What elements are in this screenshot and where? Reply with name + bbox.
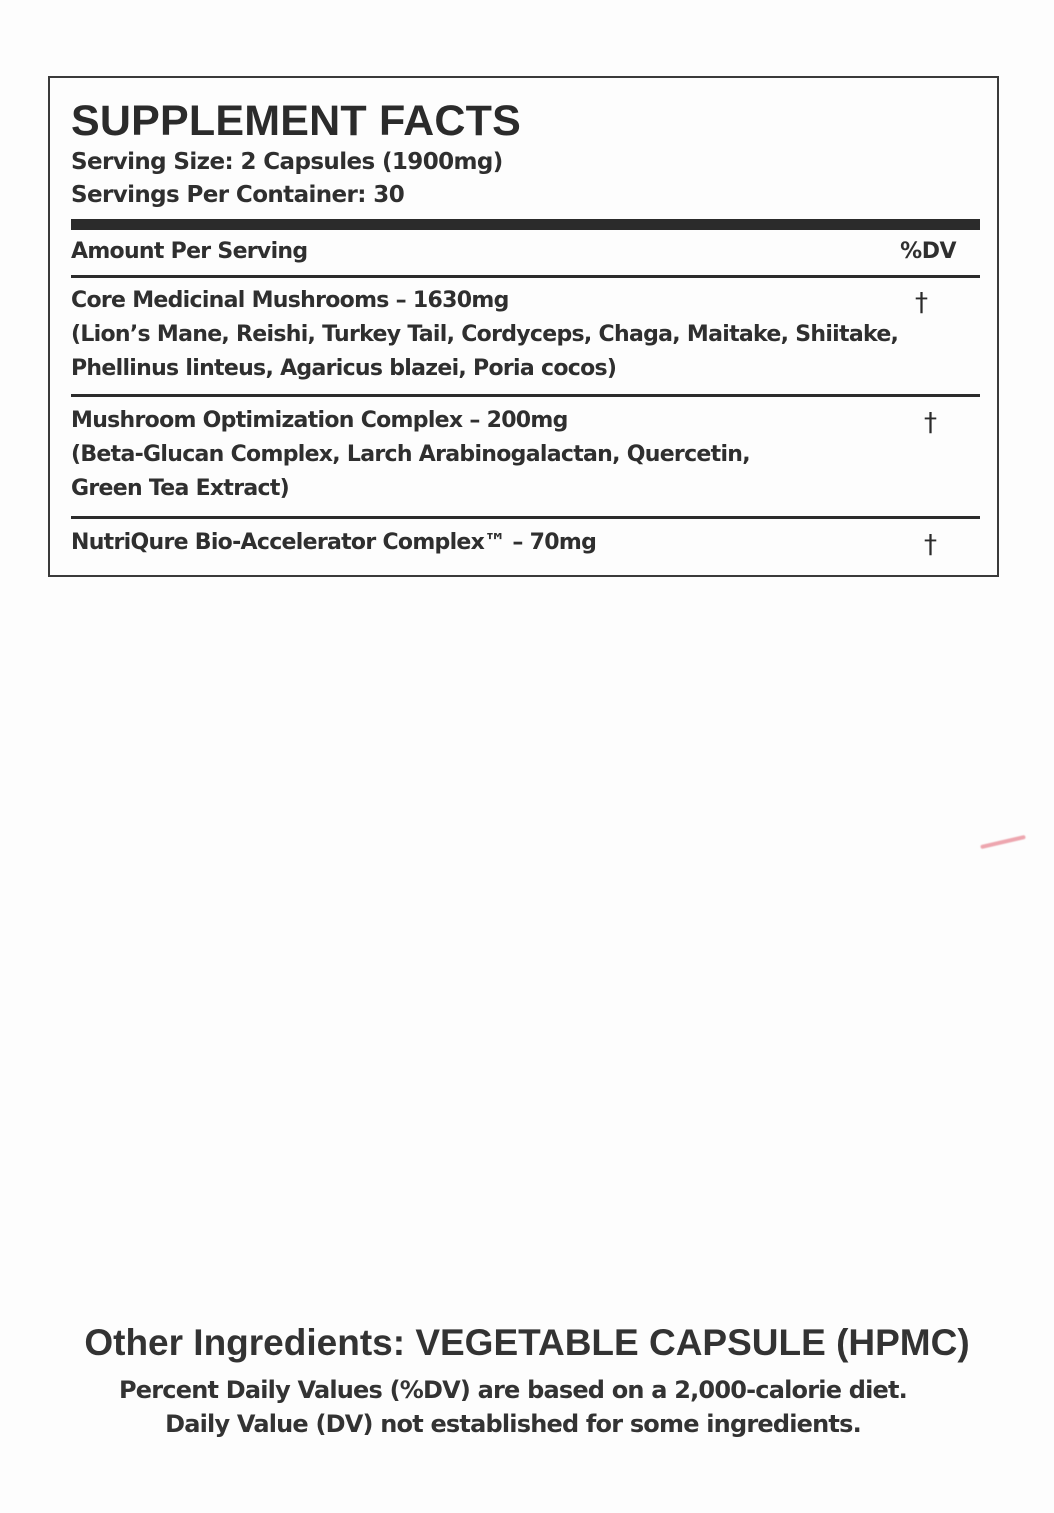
serving-size: Serving Size: 2 Capsules (1900mg) [71, 149, 503, 175]
panel-title: SUPPLEMENT FACTS [71, 97, 521, 145]
dv-column-header: %DV [900, 239, 956, 264]
ingredient-details-line: (Lion’s Mane, Reishi, Turkey Tail, Cordyceps, Chaga, Maitake, Shiitake, [71, 322, 899, 347]
header-divider [71, 275, 980, 278]
row-divider [71, 516, 980, 519]
row-divider [71, 394, 980, 397]
ingredient-name-core-mushrooms: Core Medicinal Mushrooms – 1630mg [71, 288, 509, 313]
supplement-facts-panel [48, 76, 999, 577]
ingredient-details-line: Phellinus linteus, Agaricus blazei, Poria cocos) [71, 356, 617, 381]
pen-mark-decoration [980, 835, 1026, 849]
thick-divider [71, 219, 980, 230]
ingredient-name-optimization-complex: Mushroom Optimization Complex – 200mg [71, 408, 568, 433]
ingredient-details-line: Green Tea Extract) [71, 476, 290, 501]
dagger-icon: † [915, 288, 928, 318]
amount-per-serving-header: Amount Per Serving [71, 239, 308, 264]
dagger-icon: † [924, 530, 937, 560]
other-ingredients: Other Ingredients: VEGETABLE CAPSULE (HPMC) [84, 1322, 970, 1363]
ingredient-name-bio-accelerator: NutriQure Bio-Accelerator Complex™ – 70mg [71, 530, 597, 555]
servings-per-container: Servings Per Container: 30 [71, 182, 405, 208]
dagger-icon: † [924, 408, 937, 438]
dv-footnote: Daily Value (DV) not established for some ingredients. [165, 1410, 861, 1438]
ingredient-details-line: (Beta-Glucan Complex, Larch Arabinogalactan, Quercetin, [71, 442, 750, 467]
dv-footnote: Percent Daily Values (%DV) are based on a 2,000-calorie diet. [118, 1376, 907, 1404]
